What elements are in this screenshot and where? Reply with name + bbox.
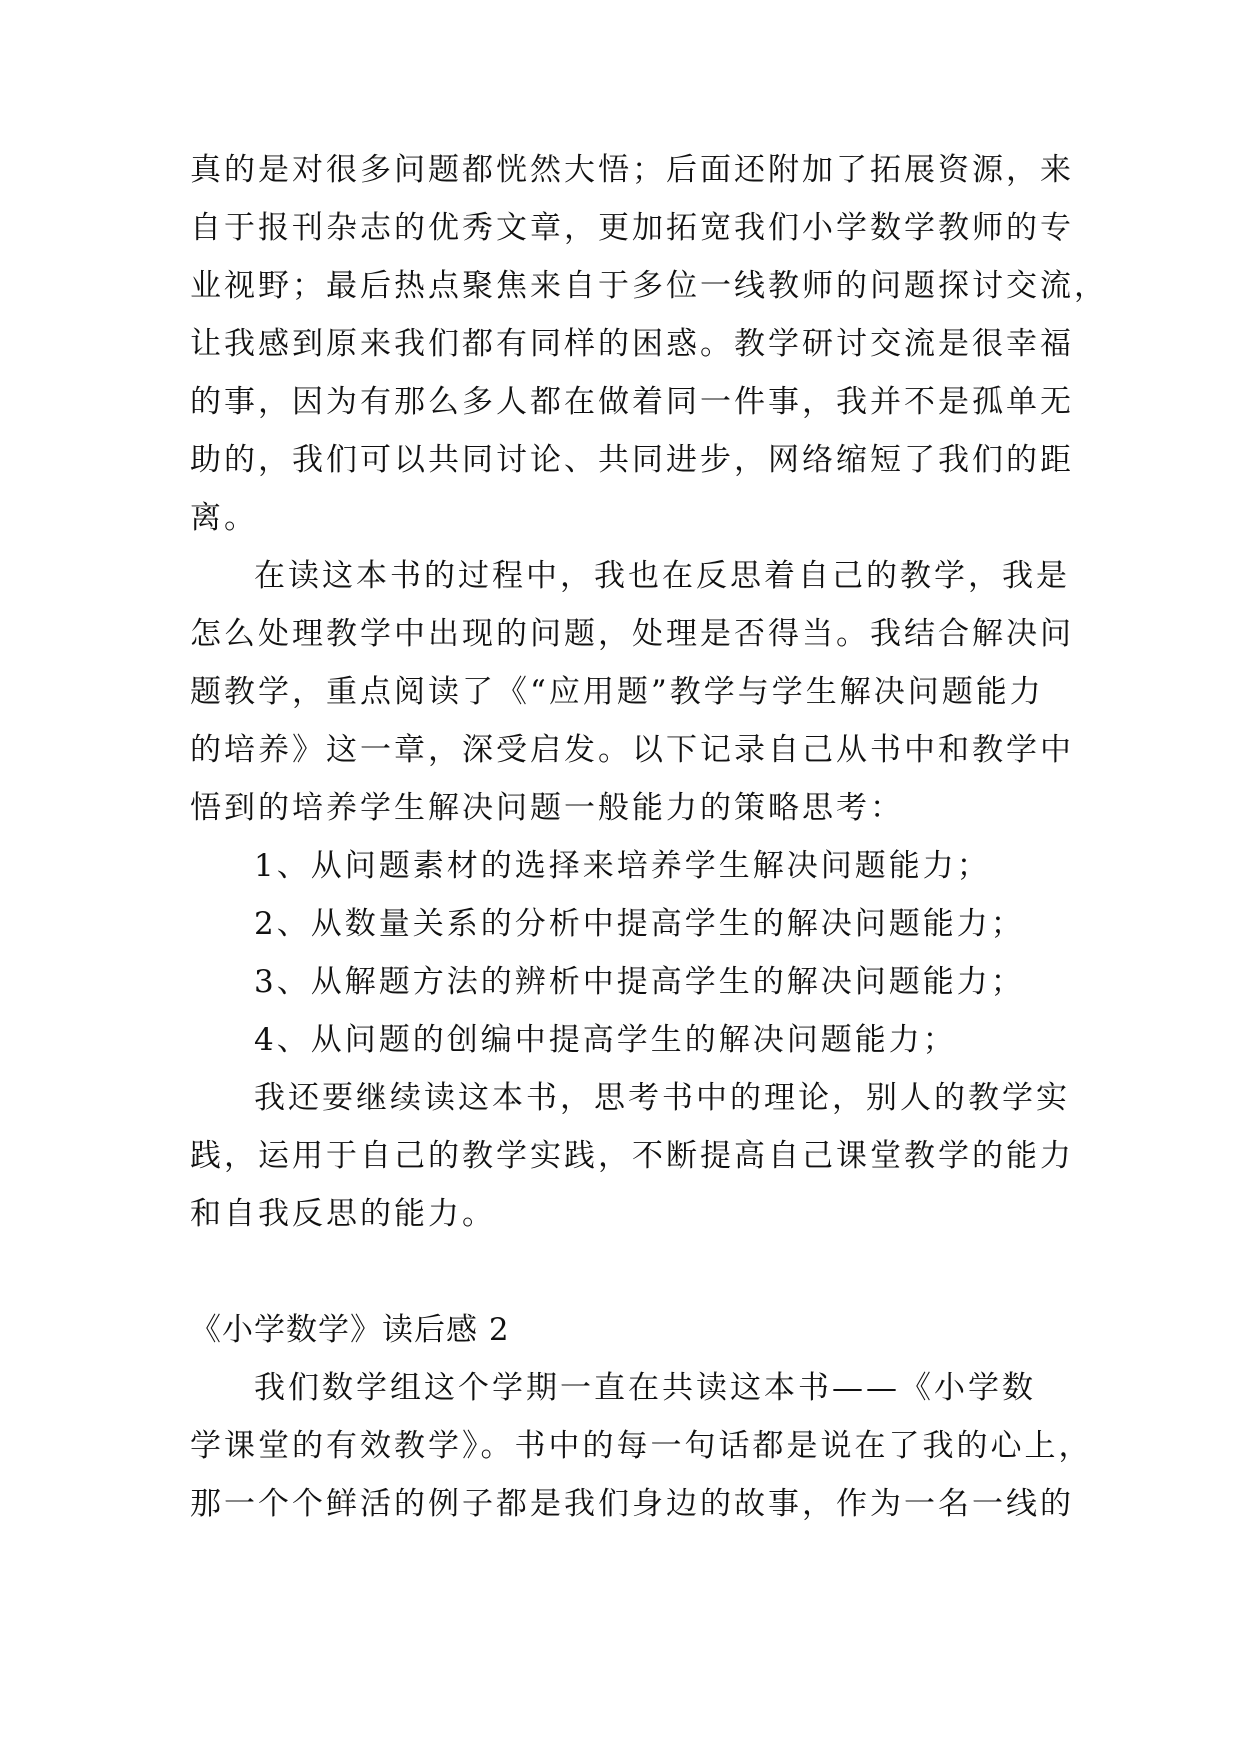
list-item-1: 1、从问题素材的选择来培养学生解决问题能力； bbox=[254, 848, 991, 884]
paragraph-4-line-1: 我们数学组这个学期一直在共读这本书——《小学数 bbox=[254, 1370, 1036, 1406]
paragraph-4-line-2: 学课堂的有效教学》。书中的每一句话都是说在了我的心上， bbox=[190, 1428, 1093, 1464]
paragraph-2-line-4: 的培养》这一章，深受启发。以下记录自己从书中和教学中 bbox=[190, 732, 1074, 768]
paragraph-2-line-3: 题教学，重点阅读了《“应用题”教学与学生解决问题能力 bbox=[190, 674, 1044, 710]
list-item-2: 2、从数量关系的分析中提高学生的解决问题能力； bbox=[254, 906, 1025, 942]
paragraph-3-line-1: 我还要继续读这本书，思考书中的理论，别人的教学实 bbox=[254, 1080, 1070, 1116]
paragraph-2-line-5: 悟到的培养学生解决问题一般能力的策略思考： bbox=[190, 790, 904, 826]
list-item-4: 4、从问题的创编中提高学生的解决问题能力； bbox=[254, 1022, 957, 1058]
paragraph-1-line-3: 业视野；最后热点聚焦来自于多位一线教师的问题探讨交流， bbox=[190, 268, 1108, 304]
paragraph-4-line-3: 那一个个鲜活的例子都是我们身边的故事，作为一名一线的 bbox=[190, 1486, 1074, 1522]
paragraph-1-line-6: 助的，我们可以共同讨论、共同进步，网络缩短了我们的距 bbox=[190, 442, 1074, 478]
paragraph-2-line-1: 在读这本书的过程中，我也在反思着自己的教学，我是 bbox=[254, 558, 1070, 594]
paragraph-3-line-3: 和自我反思的能力。 bbox=[190, 1196, 496, 1232]
paragraph-1-line-5: 的事，因为有那么多人都在做着同一件事，我并不是孤单无 bbox=[190, 384, 1074, 420]
paragraph-1-line-4: 让我感到原来我们都有同样的困惑。教学研讨交流是很幸福 bbox=[190, 326, 1074, 362]
paragraph-1-line-1: 真的是对很多问题都恍然大悟；后面还附加了拓展资源，来 bbox=[190, 152, 1074, 188]
paragraph-1-line-7: 离。 bbox=[190, 500, 258, 536]
paragraph-1-line-2: 自于报刊杂志的优秀文章，更加拓宽我们小学数学教师的专 bbox=[190, 210, 1074, 246]
section-heading: 《小学数学》读后感 2 bbox=[190, 1312, 510, 1348]
paragraph-2-line-2: 怎么处理教学中出现的问题，处理是否得当。我结合解决问 bbox=[190, 616, 1074, 652]
paragraph-3-line-2: 践，运用于自己的教学实践，不断提高自己课堂教学的能力 bbox=[190, 1138, 1074, 1174]
list-item-3: 3、从解题方法的辨析中提高学生的解决问题能力； bbox=[254, 964, 1025, 1000]
